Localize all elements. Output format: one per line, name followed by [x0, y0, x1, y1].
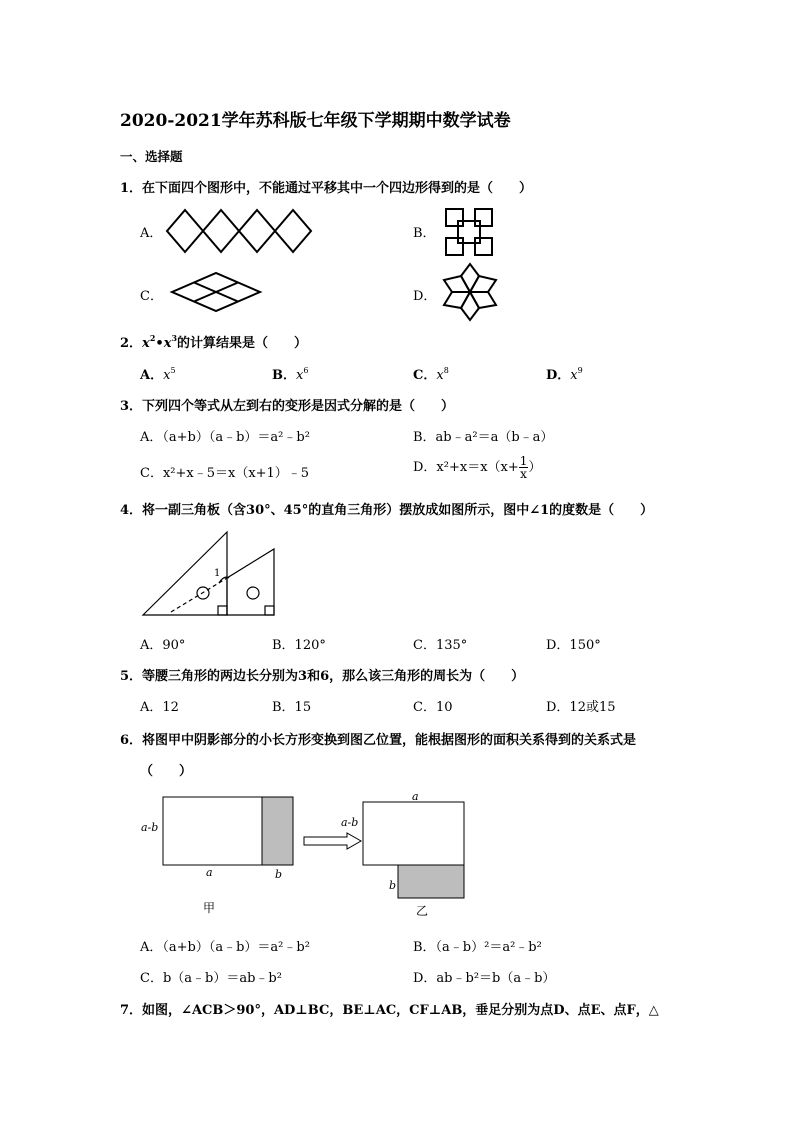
q5-option-d: D．12或15 [546, 700, 616, 715]
question-6-stem: 6．将图甲中阴影部分的小长方形变换到图乙位置，能根据图形的面积关系得到的关系式是 [120, 733, 637, 748]
q5-option-a: A．12 [140, 700, 179, 715]
q4-option-b: B．120° [272, 638, 326, 653]
fig-jia-a-label: a [206, 866, 213, 879]
angle-1-label: 1 [214, 568, 221, 579]
page-title: 2020-2021学年苏科版七年级下学期期中数学试卷 [120, 111, 511, 131]
q2-option-c: C．$x^8$ [413, 366, 449, 383]
question-2-stem: 2．$x^2•x^3$的计算结果是（ ） [120, 333, 308, 351]
q4-option-d: D．150° [546, 638, 601, 653]
q6-option-c: C．b（a﹣b）＝ab﹣b² [140, 971, 282, 986]
q2-option-b: B．$x^6$ [272, 366, 309, 383]
question-5-stem: 5．等腰三角形的两边长分别为3和6，那么该三角形的周长为（ ） [120, 669, 525, 684]
q5-option-c: C．10 [413, 700, 453, 715]
fig-jia-b-label: b [275, 868, 283, 881]
q6-option-b: B．（a﹣b）²＝a²﹣b² [413, 940, 542, 955]
q1-option-c-label: C． [140, 289, 163, 304]
question-7-stem: 7．如图，∠ACB＞90°，AD⊥BC，BE⊥AC，CF⊥AB，垂足分别为点D、点E、点F，△ [120, 1003, 659, 1018]
fig-yi-top-label: a [412, 790, 419, 803]
q2-option-a: A．$x^5$ [140, 366, 176, 383]
question-1-stem: 1．在下面四个图形中，不能通过平移其中一个四边形得到的是（ ） [120, 181, 533, 196]
q1-option-b-label: B． [413, 226, 436, 241]
fig-yi-b-label: b [389, 879, 397, 892]
q4-option-c: C．135° [413, 638, 468, 653]
q1-option-a-label: A． [140, 226, 163, 241]
q6-option-a: A．（a+b）（a﹣b）＝a²﹣b² [140, 940, 310, 955]
fig-yi-side-label: a-b [341, 816, 359, 829]
section-heading: 一、选择题 [120, 149, 183, 164]
question-4-stem: 4．将一副三角板（含30°、45°的直角三角形）摆放成如图所示，图中∠1的度数是（ ） [120, 503, 654, 518]
q4-option-a: A．90° [140, 638, 186, 653]
q5-option-b: B．15 [272, 700, 312, 715]
q1-option-d-label: D． [413, 289, 437, 304]
q3-option-d: D．x²+x＝x（x+ $\frac{1}{x}$ ） [413, 454, 542, 481]
q3-option-b: B．ab﹣a²＝a（b﹣a） [413, 430, 554, 445]
question-3-stem: 3．下列四个等式从左到右的变形是因式分解的是（ ） [120, 399, 455, 414]
fraction-one-over-x: $\frac{1}{x}$ [519, 454, 528, 481]
fig-jia-side-label: a-b [141, 821, 159, 834]
fig-jia-caption: 甲 [203, 901, 216, 915]
q2-option-d: D．$x^9$ [546, 366, 583, 383]
q6-option-d: D．ab﹣b²＝b（a﹣b） [413, 971, 556, 986]
q3-option-c: C．x²+x﹣5＝x（x+1）﹣5 [140, 466, 310, 481]
fig-yi-caption: 乙 [416, 904, 429, 918]
question-6-paren: （ ） [140, 764, 193, 779]
q3-option-a: A．（a+b）（a﹣b）＝a²﹣b² [140, 430, 310, 445]
